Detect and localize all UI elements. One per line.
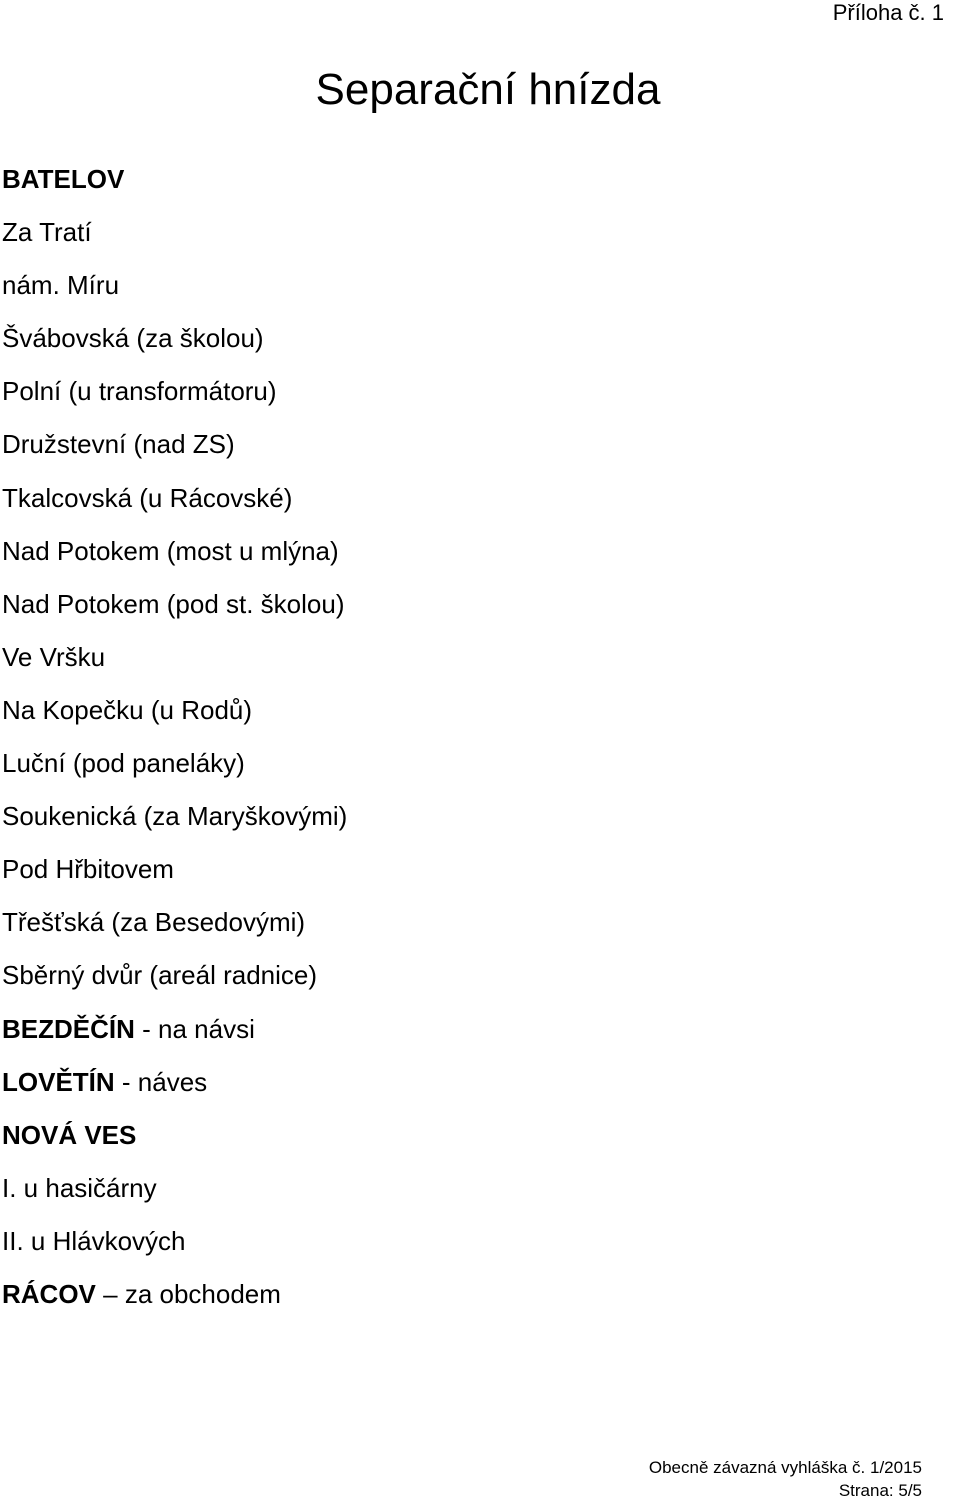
location-detail: - náves [114,1066,208,1097]
location-detail: - na návsi [134,1013,255,1044]
municipality-name: NOVÁ VES [2,1119,137,1150]
list-item: II. u Hlávkových [2,1225,186,1256]
list-item: Za Tratí [2,217,92,248]
list-item: Družstevní (nad ZS) [2,429,235,460]
list-item: Švábovská (za školou) [2,323,264,354]
list-item: Sběrný dvůr (areál radnice) [2,960,318,991]
page-title [0,62,956,118]
location-detail: – za obchodem [95,1278,281,1309]
collection-points-list [2,160,347,1328]
municipality-name: BATELOV [2,164,125,194]
annex-label: Příloha č. 1 [832,0,944,25]
list-item: Nad Potokem (most u mlýna) [2,535,339,566]
municipality-entry-lovetin [2,1063,347,1116]
list-item: Nad Potokem (pod st. školou) [2,588,345,619]
municipality-name: BEZDĚČÍN [2,1013,135,1044]
list-item: Luční (pod paneláky) [2,748,245,779]
list-item: Polní (u transformátoru) [2,376,277,407]
municipality-heading-batelov [2,160,347,213]
footer-reference: Obecně závazná vyhláška č. 1/2015 [648,1458,922,1477]
municipality-entry-bezdecin [2,1010,347,1063]
list-item: Pod Hřbitovem [2,854,174,885]
footer-page-number: Strana: 5/5 [838,1481,922,1500]
list-item: nám. Míru [2,270,120,301]
list-item: Třešťská (za Besedovými) [2,907,306,938]
page-title-text: Separační hnízda [315,65,661,114]
municipality-name: LOVĚTÍN [2,1066,115,1097]
list-item: Na Kopečku (u Rodů) [2,694,253,725]
municipality-heading-nova-ves [2,1116,347,1169]
municipality-entry-racov [2,1275,347,1328]
municipality-name: RÁCOV [2,1278,96,1309]
list-item: I. u hasičárny [2,1172,157,1203]
list-item: Ve Vršku [2,641,106,672]
list-item: Soukenická (za Maryškovými) [2,801,348,832]
list-item: Tkalcovská (u Rácovské) [2,482,293,513]
